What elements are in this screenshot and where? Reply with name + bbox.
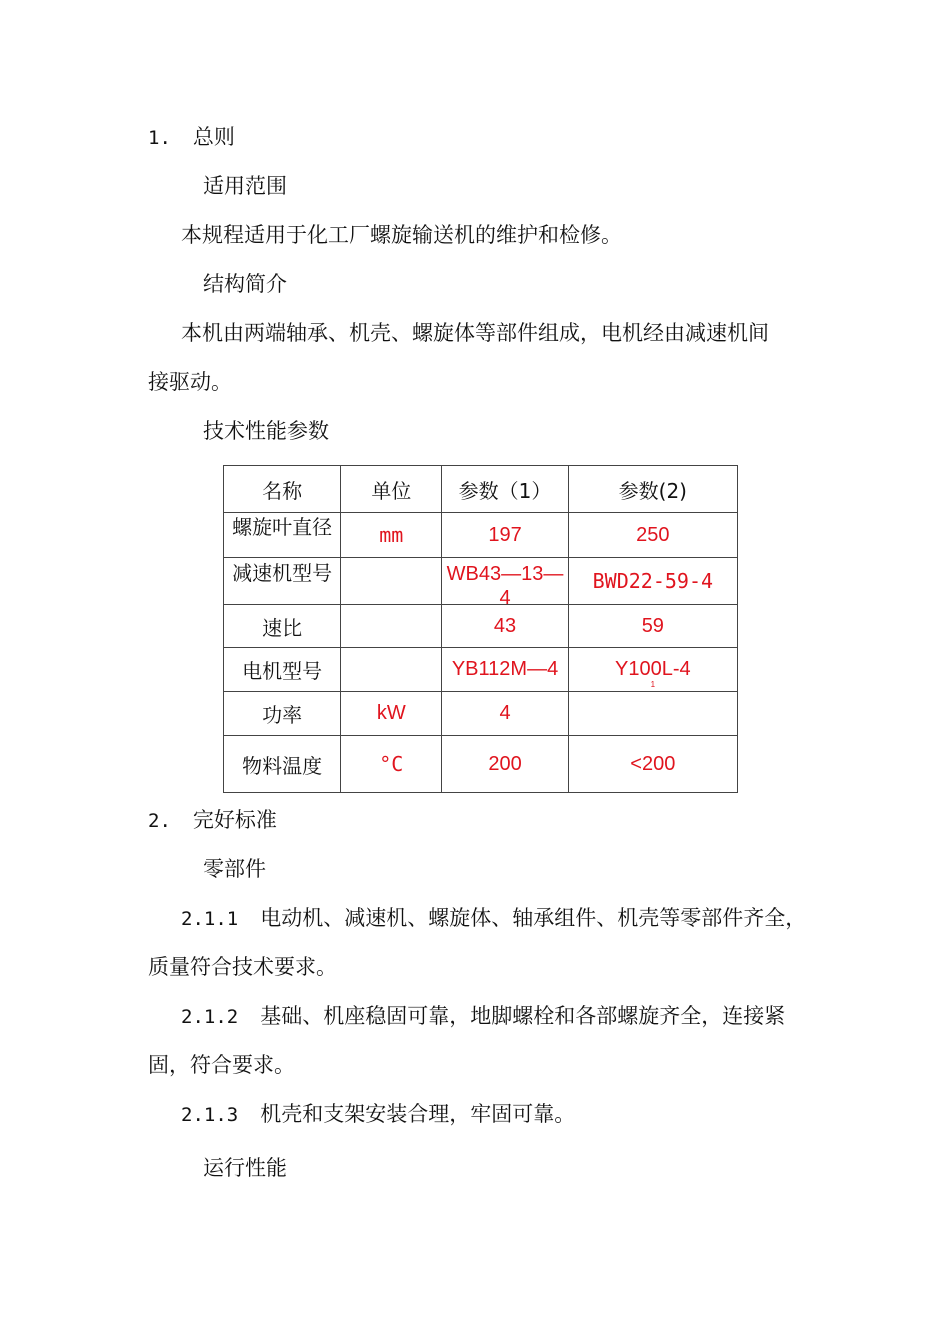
row-label: 电机型号 (224, 648, 341, 692)
value-cell: 250 (568, 513, 737, 558)
header-cell: 参数(2) (568, 466, 737, 513)
table-row (224, 736, 738, 793)
paragraph-structure-line2: 接驱动。 (148, 370, 232, 394)
row-label: 螺旋叶直径 (232, 515, 333, 539)
item-2-1-3 (181, 1101, 575, 1128)
row-label: 功率 (224, 692, 341, 736)
unit-cell (341, 605, 442, 648)
section-2-heading (148, 807, 277, 834)
section-title: 总则 (192, 125, 235, 149)
paragraph-scope: 本规程适用于化工厂螺旋输送机的维护和检修。 (181, 223, 622, 247)
value-cell: 200 (442, 736, 568, 793)
row-label: 速比 (224, 605, 341, 648)
table-row (224, 648, 738, 692)
item-text: 电动机、减速机、螺旋体、轴承组件、机壳等零部件齐全， (260, 906, 807, 930)
value-cell: 197 (442, 513, 568, 558)
value-cell: YB112M—4 (442, 648, 568, 692)
value-cell: 59 (568, 605, 737, 648)
table-row (224, 558, 738, 605)
header-cell: 参数（1） (442, 466, 568, 513)
value-cell: WB43—13—4 (446, 563, 564, 604)
section-title: 完好标准 (192, 808, 277, 832)
item-2-1-1-line2: 质量符合技术要求。 (148, 955, 337, 979)
subsection-heading-parts: 零部件 (203, 857, 266, 881)
table-row (224, 605, 738, 648)
header-cell: 名称 (224, 466, 341, 513)
item-2-1-2-line1 (181, 1003, 785, 1030)
value-cell: Y100L-4 (615, 658, 691, 680)
section-number: 1. (148, 127, 171, 149)
row-label: 物料温度 (224, 736, 341, 793)
item-2-1-2-line2: 固，符合要求。 (148, 1053, 295, 1077)
table-header-row (224, 466, 738, 513)
section-1-heading (148, 124, 235, 151)
subsection-heading-operation: 运行性能 (203, 1156, 287, 1180)
row-label: 减速机型号 (232, 561, 333, 585)
item-number: 2.1.1 (181, 908, 239, 930)
value-cell: <200 (568, 736, 737, 793)
subsection-heading-scope: 适用范围 (203, 174, 287, 198)
unit-cell: mm (341, 513, 442, 558)
header-cell: 单位 (341, 466, 442, 513)
subsection-heading-parameters: 技术性能参数 (203, 419, 329, 443)
unit-cell (341, 558, 442, 605)
unit-cell: kW (341, 692, 442, 736)
item-number: 2.1.3 (181, 1104, 239, 1126)
value-cell: 4 (442, 692, 568, 736)
parameters-table (223, 465, 738, 793)
paragraph-structure-line1: 本机由两端轴承、机壳、螺旋体等部件组成，电机经由减速机间 (181, 321, 769, 345)
item-2-1-1-line1 (181, 905, 806, 932)
unit-cell: °C (341, 736, 442, 793)
table-row (224, 692, 738, 736)
section-number: 2. (148, 810, 171, 832)
subsection-heading-structure: 结构简介 (203, 272, 287, 296)
value-cell: BWD22-59-4 (568, 558, 737, 605)
footnote-mark: 1 (650, 680, 656, 689)
item-text: 基础、机座稳固可靠，地脚螺栓和各部螺旋齐全，连接紧 (260, 1004, 786, 1028)
item-number: 2.1.2 (181, 1006, 239, 1028)
table-row (224, 513, 738, 558)
unit-cell (341, 648, 442, 692)
value-cell: 43 (442, 605, 568, 648)
value-cell (568, 692, 737, 736)
item-text: 机壳和支架安装合理，牢固可靠。 (260, 1102, 576, 1126)
